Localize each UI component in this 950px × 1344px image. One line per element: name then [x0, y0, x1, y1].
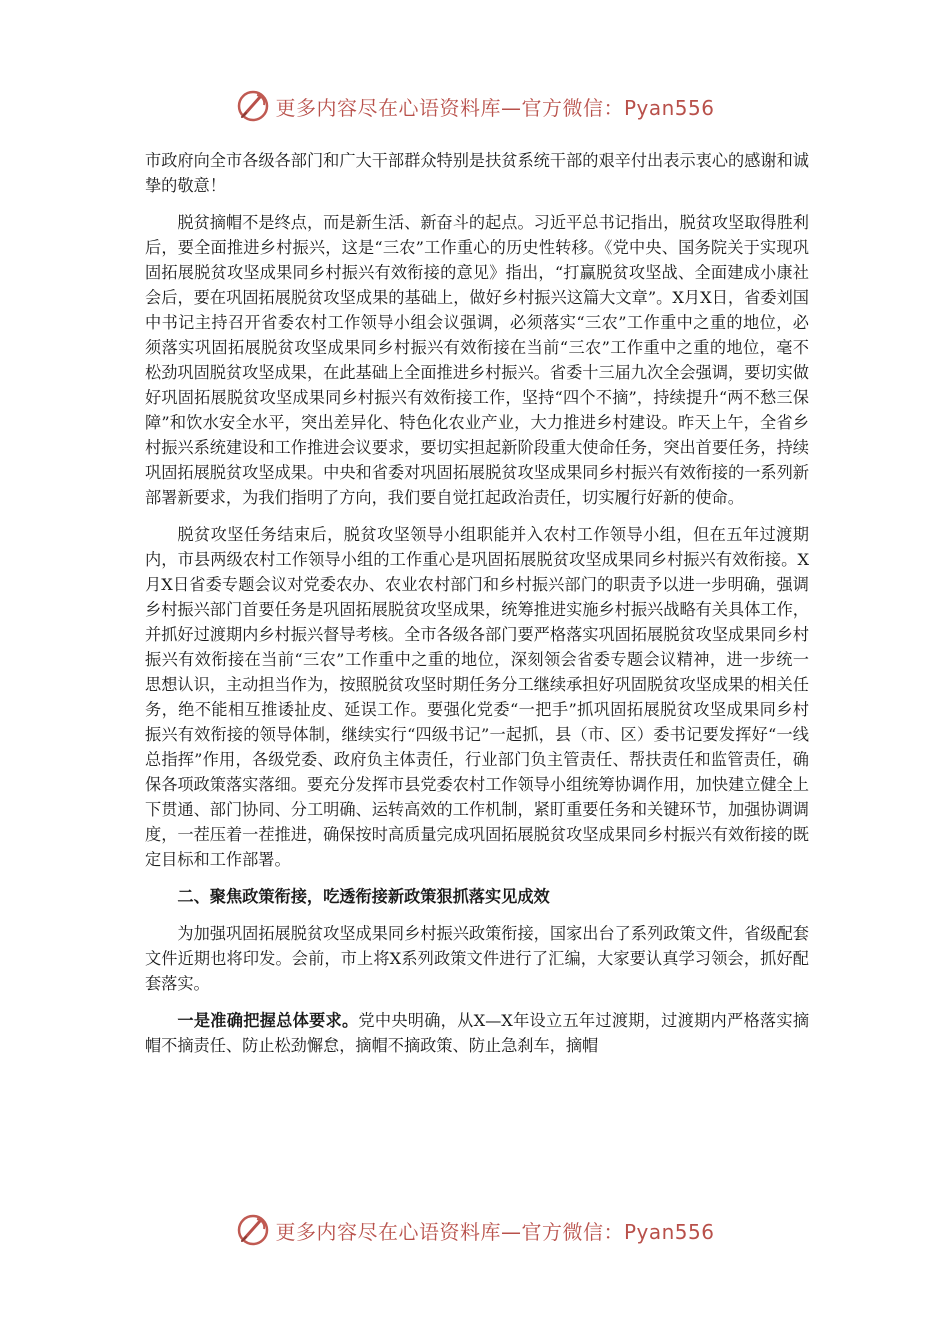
paragraph-continuation: 市政府向全市各级各部门和广大干部群众特别是扶贫系统干部的艰辛付出表示衷心的感谢和诚挚的敬意！: [145, 151, 809, 195]
header-banner: [0, 84, 950, 128]
paragraph: 为加强巩固拓展脱贫攻坚成果同乡村振兴政策衔接，国家出台了系列政策文件，省级配套文件近期也将印发。会前，市上将X系列政策文件进行了汇编，大家要认真学习领会，抓好配套落实。: [145, 924, 809, 993]
banner-text: 更多内容尽在心语资料库—官方微信：Pyan556: [275, 95, 715, 120]
footer-banner: [0, 1208, 950, 1252]
paragraph: 脱贫攻坚任务结束后，脱贫攻坚领导小组职能并入农村工作领导小组，但在五年过渡期内，市县两级农村工作领导小组的工作重心是巩固拓展脱贫攻坚成果同乡村振兴有效衔接。X月X日省委专题会议对党委农办、农业农村部门和乡村振兴部门的职责予以进一步明确，强调乡村振兴部门首要任务是巩固拓展脱贫攻坚成果，统筹推进实施乡村振兴战略有关具体工作，并抓好过渡期内乡村振兴督导考核。全市各级各部门要严格落实巩固拓展脱贫攻坚成果同乡村振兴有效衔接在当前“三农”工作重中之重的地位，深刻领会省委专题会议精神，进一步统一思想认识，主动担当作为，按照脱贫攻坚时期任务分工继续承担好巩固脱贫攻坚成果的相关任务，绝不能相互推诿扯皮、延误工作。要强化党委“一把手”抓巩固拓展脱贫攻坚成果同乡村振兴有效衔接的领导体制，继续实行“四级书记”一起抓，县（市、区）委书记要发挥好“一线总指挥”作用，各级党委、政府负主体责任，行业部门负主管责任、帮扶责任和监管责任，确保各项政策落实落细。要充分发挥市县党委农村工作领导小组统筹协调作用，加快建立健全上下贯通、部门协同、分工明确、运转高效的工作机制，紧盯重要任务和关键环节，加强协调调度，一茬压着一茬推进，确保按时高质量完成巩固拓展脱贫攻坚成果同乡村振兴有效衔接的既定目标和工作部署。: [145, 525, 809, 869]
paragraph: [145, 1008, 809, 1058]
paragraph-text: 党中央明确，从X—X年设立五年过渡期，过渡期内严格落实摘帽不摘责任、防止松劲懈怠，摘帽不摘政策、防止急刹车，摘帽: [145, 1011, 810, 1055]
pen-logo-icon: [235, 88, 271, 124]
paragraph-lead: 一是准确把握总体要求。: [177, 1011, 359, 1030]
section-heading: 二、聚焦政策衔接，吃透衔接新政策狠抓落实见成效: [177, 887, 550, 906]
pen-logo-icon: [235, 1212, 271, 1248]
document-body: [145, 148, 809, 1070]
banner-text: 更多内容尽在心语资料库—官方微信：Pyan556: [275, 1219, 715, 1244]
paragraph: 脱贫摘帽不是终点，而是新生活、新奋斗的起点。习近平总书记指出，脱贫攻坚取得胜利后，要全面推进乡村振兴，这是“三农”工作重心的历史性转移。《党中央、国务院关于实现巩固拓展脱贫攻坚成果同乡村振兴有效衔接的意见》指出，“打赢脱贫攻坚战、全面建成小康社会后，要在巩固拓展脱贫攻坚成果的基础上，做好乡村振兴这篇大文章”。X月X日，省委刘国中书记主持召开省委农村工作领导小组会议强调，必须落实“三农”工作重中之重的地位，必须落实巩固拓展脱贫攻坚成果同乡村振兴有效衔接在当前“三农”工作重中之重的地位，毫不松劲巩固脱贫攻坚成果，在此基础上全面推进乡村振兴。省委十三届九次全会强调，要切实做好巩固拓展脱贫攻坚成果同乡村振兴有效衔接工作，坚持“四个不摘”，持续提升“两不愁三保障”和饮水安全水平，突出差异化、特色化农业产业，大力推进乡村建设。昨天上午，全省乡村振兴系统建设和工作推进会议要求，要切实担起新阶段重大使命任务，突出首要任务，持续巩固拓展脱贫攻坚成果。中央和省委对巩固拓展脱贫攻坚成果同乡村振兴有效衔接的一系列新部署新要求，为我们指明了方向，我们要自觉扛起政治责任，切实履行好新的使命。: [145, 213, 809, 507]
